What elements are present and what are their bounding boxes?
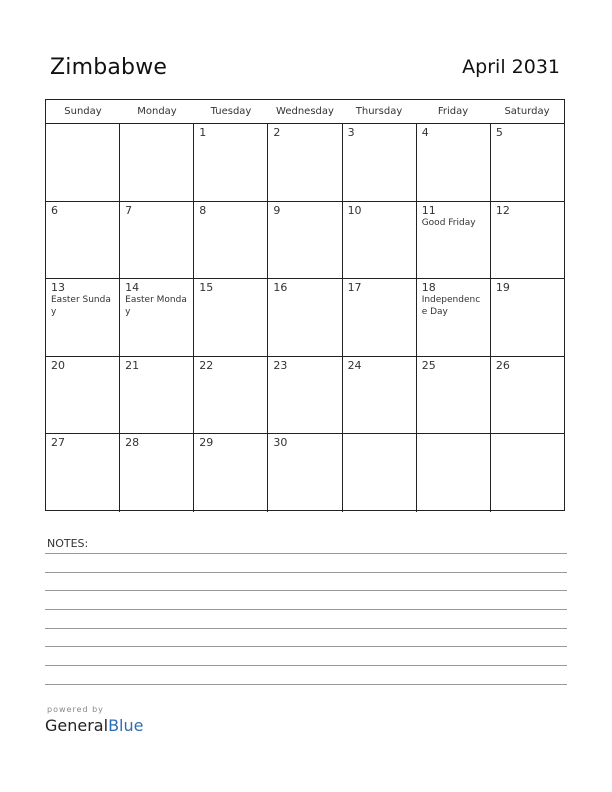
day-number: 21 (125, 358, 140, 372)
day-number: 22 (199, 358, 214, 372)
day-number: 8 (199, 203, 207, 217)
day-number: 2 (273, 126, 281, 139)
holiday-label: Easter Sunday (51, 295, 111, 318)
day-number: 13 (51, 281, 65, 295)
day-number: 1 (199, 126, 207, 139)
day-cell (268, 279, 342, 356)
day-cell (120, 279, 194, 356)
day-cell (46, 202, 120, 279)
country-title: Zimbabwe (50, 55, 168, 80)
note-line (45, 665, 567, 666)
day-cell (268, 202, 342, 279)
note-line (45, 628, 567, 629)
day-number: 4 (421, 126, 429, 139)
note-line (45, 609, 567, 610)
calendar-grid (45, 99, 565, 511)
day-number: 7 (125, 203, 133, 217)
day-cell (194, 434, 268, 512)
powered-by-text: powered by (47, 705, 104, 714)
week-row (46, 357, 564, 435)
day-cell (194, 279, 268, 356)
day-cell (46, 279, 120, 356)
day-cell (46, 124, 120, 201)
day-number: 14 (125, 281, 140, 295)
weekday-wednesday: Wednesday (276, 106, 334, 117)
day-number: 5 (495, 126, 503, 139)
day-cell (417, 124, 491, 201)
day-cell (491, 357, 564, 434)
day-number: 19 (495, 281, 510, 295)
week-row (46, 279, 564, 357)
brand-logo-general: General (45, 716, 109, 735)
day-cell (120, 357, 194, 434)
day-cell (120, 202, 194, 279)
day-cell (417, 434, 491, 512)
day-number: 11 (421, 203, 436, 217)
day-number: 25 (421, 358, 436, 372)
holiday-label: Independence Day (421, 295, 481, 318)
day-number: 17 (347, 281, 362, 295)
day-number: 29 (199, 436, 214, 450)
day-number: 30 (273, 436, 288, 450)
day-cell (268, 434, 342, 512)
day-cell (268, 124, 342, 201)
week-row (46, 434, 564, 512)
day-number: 18 (421, 281, 436, 295)
day-number: 12 (495, 203, 510, 217)
day-cell (120, 124, 194, 201)
day-cell (46, 434, 120, 512)
weekday-monday: Monday (137, 106, 177, 117)
day-cell (417, 357, 491, 434)
day-cell (491, 279, 564, 356)
brand-footer (45, 705, 143, 735)
day-number: 26 (495, 358, 510, 372)
day-cell (491, 124, 564, 201)
day-cell (194, 357, 268, 434)
day-number: 3 (347, 126, 355, 139)
day-number: 10 (347, 203, 362, 217)
week-row (46, 202, 564, 280)
day-cell (46, 357, 120, 434)
holiday-label: Easter Monday (125, 295, 187, 318)
note-line (45, 646, 567, 647)
day-cell (417, 279, 491, 356)
day-number: 15 (199, 281, 214, 295)
day-cell (343, 124, 417, 201)
day-number: 20 (51, 358, 65, 372)
day-number: 27 (51, 436, 65, 450)
weekday-sunday: Sunday (64, 106, 102, 117)
weekday-friday: Friday (437, 106, 469, 117)
holiday-label: Good Friday (421, 217, 476, 228)
day-cell (343, 279, 417, 356)
brand-logo (45, 716, 143, 735)
day-cell (120, 434, 194, 512)
day-number: 28 (125, 436, 140, 450)
day-cell (194, 202, 268, 279)
day-cell (491, 434, 564, 512)
day-number: 23 (273, 358, 288, 372)
day-cell (491, 202, 564, 279)
day-cell (417, 202, 491, 279)
day-cell (343, 434, 417, 512)
day-number: 9 (273, 203, 281, 217)
month-year-title: April 2031 (462, 56, 560, 78)
brand-logo-blue: Blue (108, 716, 144, 735)
weekday-saturday: Saturday (504, 106, 550, 117)
note-line (45, 684, 567, 685)
weekday-header-row (46, 100, 564, 124)
day-number: 6 (51, 203, 58, 217)
day-cell (194, 124, 268, 201)
day-number: 24 (347, 358, 362, 372)
weeks-container (46, 124, 564, 512)
note-line (45, 590, 567, 591)
day-number: 16 (273, 281, 288, 295)
week-row (46, 124, 564, 202)
note-line (45, 572, 567, 573)
day-cell (343, 202, 417, 279)
weekday-thursday: Thursday (355, 106, 403, 117)
day-cell (343, 357, 417, 434)
note-line (45, 553, 567, 554)
notes-label: NOTES: (47, 537, 89, 550)
weekday-tuesday: Tuesday (210, 106, 252, 117)
day-cell (268, 357, 342, 434)
